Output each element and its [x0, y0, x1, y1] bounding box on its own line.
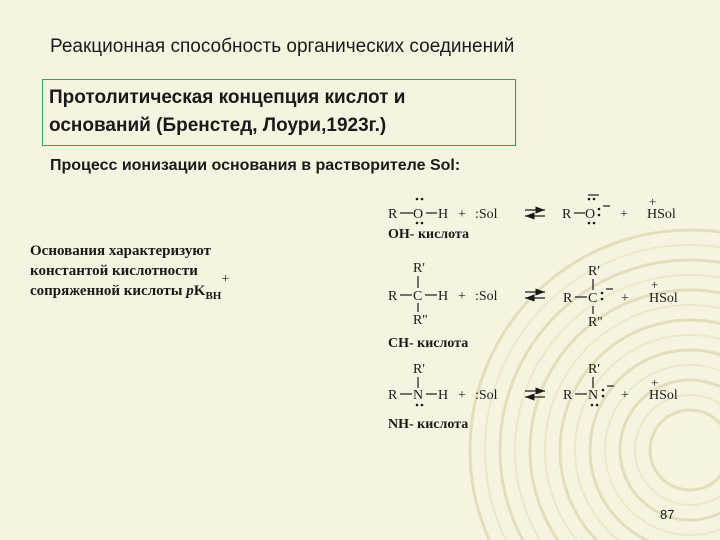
nh-product-r: R — [563, 388, 573, 403]
ch-product-r1: R' — [588, 264, 600, 279]
oh-hsol: HSol — [647, 207, 676, 222]
nh-h: H — [438, 388, 449, 403]
nh-product-plus: + — [621, 388, 629, 403]
nh-hsol-charge: + — [651, 375, 659, 390]
nh-r1: R' — [413, 362, 425, 377]
oh-hsol-charge: + — [649, 194, 657, 209]
nh-n: N — [413, 388, 424, 403]
concept-heading-line-1: Протолитическая концепция кислот и — [49, 87, 406, 108]
nh-reaction — [388, 362, 678, 432]
oh-sol: :Sol — [475, 207, 498, 222]
ch-r1: R' — [413, 261, 425, 276]
nh-hsol: HSol — [649, 388, 678, 403]
ch-r: R — [388, 289, 398, 304]
concept-heading-box — [42, 79, 516, 146]
nh-product-r1: R' — [588, 362, 600, 377]
concept-heading-line-2: оснований (Бренстед, Лоури,1923г.) — [49, 115, 387, 136]
oh-reaction — [388, 194, 676, 242]
slide-title: Реакционная способность органических соединений — [50, 36, 515, 57]
nh-r: R — [388, 388, 398, 403]
ch-hsol: HSol — [649, 291, 678, 306]
ch-r2: R'' — [413, 313, 428, 328]
ch-plus: + — [458, 289, 466, 304]
page-number: 87 — [660, 507, 675, 522]
nh-product-n: N — [588, 388, 599, 403]
nh-sol: :Sol — [475, 388, 498, 403]
note-line-1: Основания характеризуют — [30, 243, 211, 259]
nh-plus: + — [458, 388, 466, 403]
ch-sol: :Sol — [475, 289, 498, 304]
note-line-3-text: сопряженной кислоты — [30, 283, 187, 299]
ch-product-c: C — [588, 291, 598, 306]
oh-plus: + — [458, 207, 466, 222]
ch-product-r2: R'' — [588, 315, 603, 330]
oh-acid-label: OH- кислота — [388, 227, 470, 242]
acidity-note — [30, 241, 280, 306]
oh-product-plus: + — [620, 207, 628, 222]
oh-o: O — [413, 207, 424, 222]
pk-subscript: BH — [205, 290, 222, 302]
ch-c: C — [413, 289, 423, 304]
ionization-scheme — [375, 190, 710, 440]
pk-p: p — [186, 283, 194, 299]
ch-product-r: R — [563, 291, 573, 306]
oh-product-o: O — [585, 207, 596, 222]
ch-product-plus: + — [621, 291, 629, 306]
ch-hsol-charge: + — [651, 277, 659, 292]
oh-product-r: R — [562, 207, 572, 222]
pk-k: K — [193, 283, 206, 299]
oh-h: H — [438, 207, 449, 222]
ch-h: H — [438, 289, 449, 304]
oh-r: R — [388, 207, 398, 222]
note-line-2: константой кислотности — [30, 263, 198, 279]
pk-superscript: + — [221, 272, 230, 287]
ch-acid-label: CH- кислота — [388, 336, 469, 351]
ch-reaction — [388, 261, 678, 351]
note-line-3 — [30, 272, 280, 306]
process-subtitle: Процесс ионизации основания в растворителе Sol: — [50, 157, 461, 174]
nh-acid-label: NH- кислота — [388, 417, 469, 432]
